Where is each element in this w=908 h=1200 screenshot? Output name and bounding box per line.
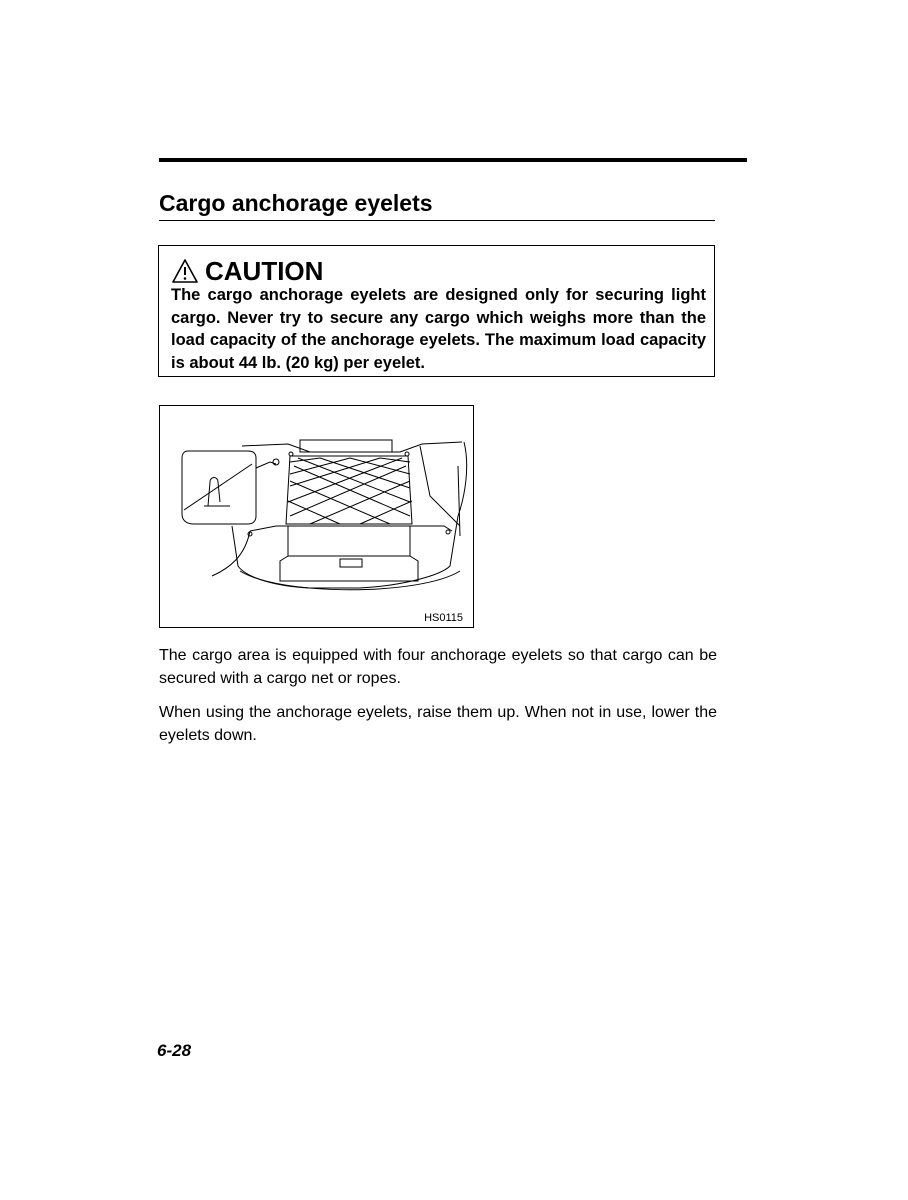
section-title: Cargo anchorage eyelets — [159, 190, 433, 216]
top-rule — [159, 158, 747, 162]
title-underline — [159, 220, 715, 221]
warning-triangle-icon — [171, 258, 199, 284]
cargo-net-illustration — [159, 405, 474, 628]
paragraph-eyelets-purpose: The cargo area is equipped with four anchorage eyelets so that cargo can be secured with a cargo net or ropes. — [159, 647, 717, 687]
caution-label: CAUTION — [205, 255, 324, 286]
figure-code: HS0115 — [424, 612, 463, 624]
cargo-area-drawing — [160, 406, 474, 628]
paragraph-eyelets-usage: When using the anchorage eyelets, raise them up. When not in use, lower the eyelets down. — [159, 704, 717, 744]
caution-box — [158, 245, 715, 377]
page-number: 6-28 — [157, 1041, 192, 1060]
caution-header — [171, 256, 323, 286]
caution-text: The cargo anchorage eyelets are designed only for securing light cargo. Never try to secure any cargo which weighs more than the load capacity of the anchorage eyelets. The maximum load capacity is about 44 lb. (20 kg) per eyelet. — [171, 286, 706, 372]
